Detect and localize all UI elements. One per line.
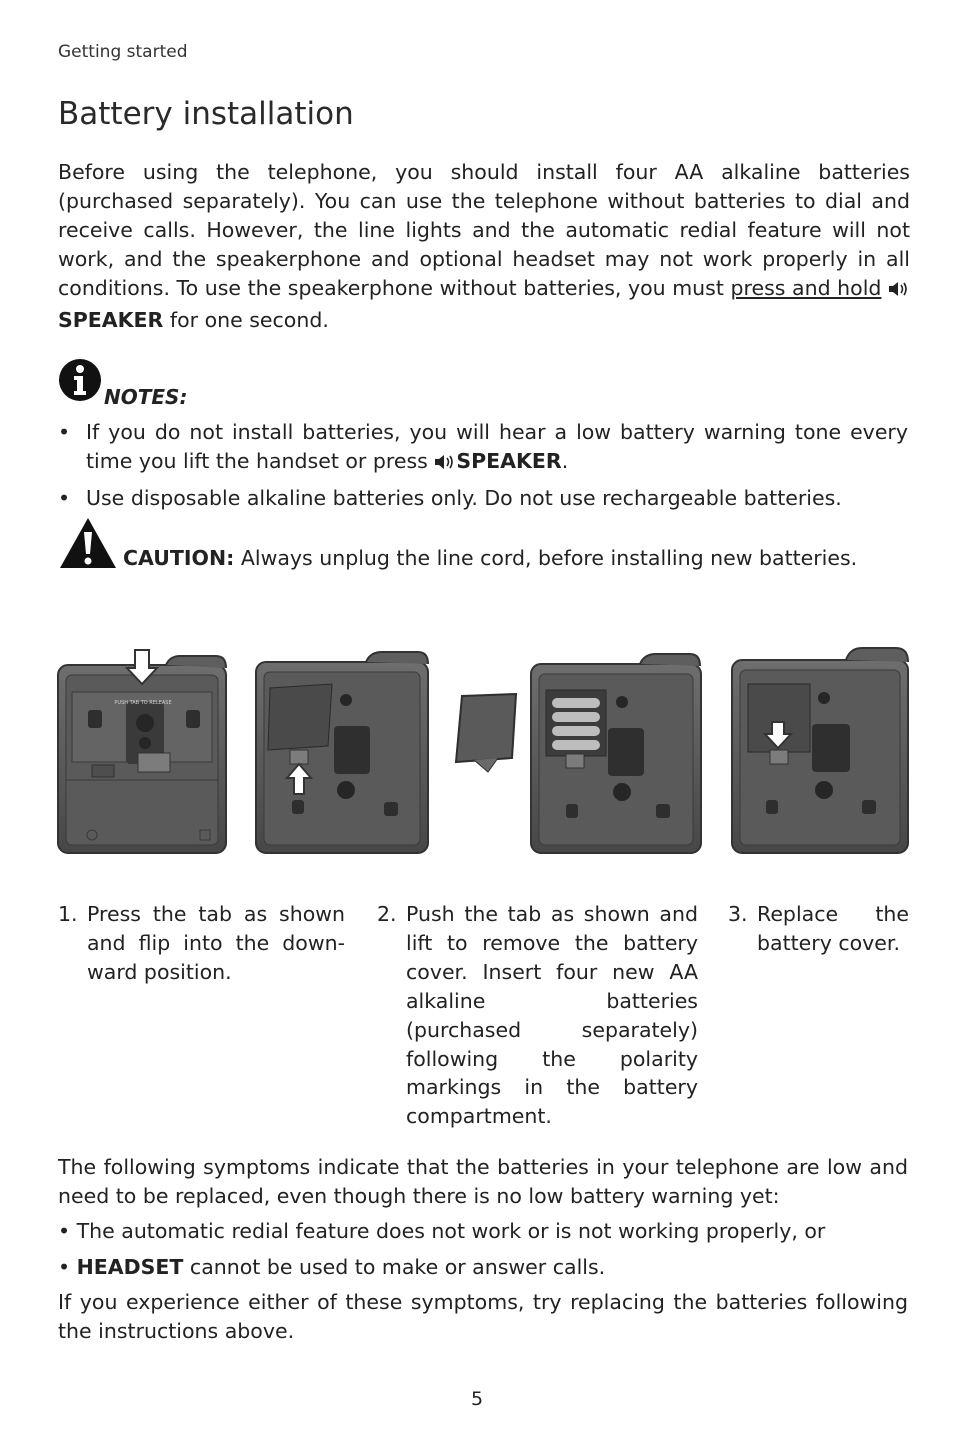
battery-cover [456,694,516,772]
base-panel-2 [256,652,428,853]
step-number: 2. [377,902,397,926]
base-panel-1 [58,650,226,853]
speaker-icon [434,450,456,479]
step-text: Push the tab as shown and lift to remove the battery cover. Insert four new AA alkaline batteries (purchased separately) following the polarity markings in the battery compartment. [406,902,698,1129]
section-label: Getting started [58,42,188,62]
intro-paragraph [58,158,910,334]
list-item: • If you do not install batteries, you will hear a low battery warning tone every time you lift the handset or press SPEAKER. [58,418,908,479]
list-item: • Use disposable alkaline batteries only. Do not use rechargeable batteries. [58,485,842,510]
symptom-item-2: • HEADSET cannot be used to make or answer calls. [58,1255,606,1279]
step-number: 1. [58,902,78,926]
press-and-hold-link: press and hold [730,275,882,300]
speaker-key: SPEAKER [58,307,164,332]
base-panel-3 [531,654,701,853]
step-text: Replace the battery cover. [757,902,909,955]
symptoms-closing: If you experience either of these symptoms, try replacing the batteries following the instructions above. [58,1290,908,1343]
speaker-icon [888,277,910,306]
base-panel-4 [732,648,908,853]
step-number: 3. [728,902,748,926]
symptoms-intro: The following symptoms indicate that the batteries in your telephone are low and need to be replaced, even though there is no low battery warning yet: [58,1155,908,1208]
headset-key: HEADSET [76,1255,184,1279]
intro-text-2: for one second. [163,307,329,332]
notes-label: NOTES: [104,385,188,409]
intro-text-1: Before using the telephone, you should install four AA alkaline batteries (purchased separately). You can use the telephone without batteries to dial and receive calls. However, the line lights and the automatic redial feature will not work, and the speakerphone and optional headset may not work properly in all conditions. To use the speakerphone without batteries, you must [58,160,910,300]
tab-label: PUSH TAB TO RELEASE [114,700,172,706]
caution-notice [58,516,928,576]
warning-icon [58,516,118,574]
caution-label: CAUTION: [123,546,235,570]
battery-illustrations [0,640,954,860]
page-title: Battery installation [58,96,354,132]
step-text: Press the tab as shown and flip into the down-ward position. [87,902,345,984]
speaker-key: SPEAKER [456,448,562,473]
battery-figure [0,640,954,860]
symptom-item-1: • The automatic redial feature does not work or is not working properly, or [58,1219,826,1243]
info-icon [58,358,102,406]
caution-text: Always unplug the line cord, before installing new batteries. [234,546,858,570]
page-number: 5 [470,1388,484,1410]
notes-list [58,418,908,518]
